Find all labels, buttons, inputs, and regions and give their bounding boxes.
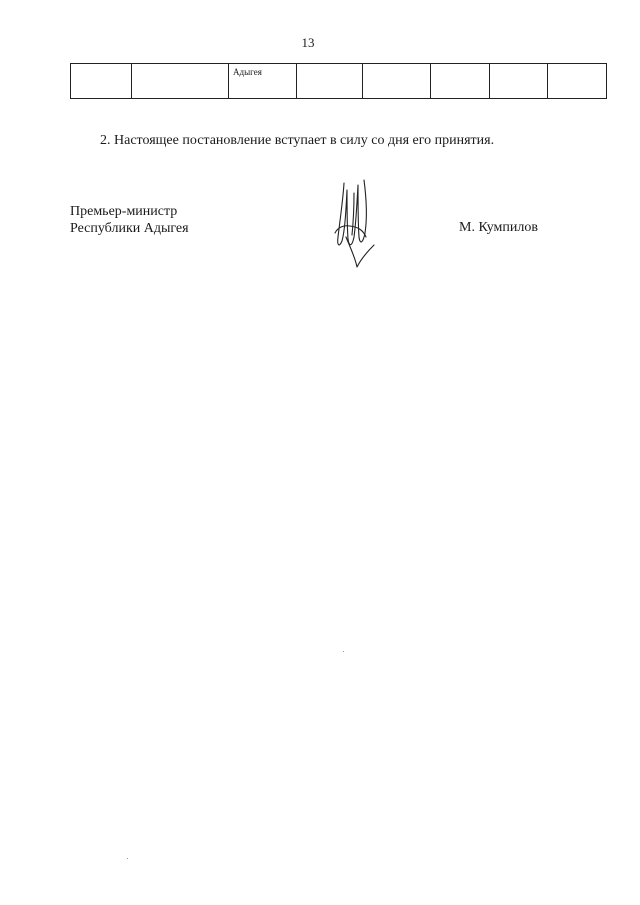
handwritten-signature (330, 175, 380, 275)
table-cell: Адыгея (229, 64, 297, 99)
table-cell (363, 64, 431, 99)
table-cell (431, 64, 490, 99)
scan-speck (343, 651, 344, 652)
scan-speck (127, 858, 128, 859)
signer-name: М. Кумпилов (459, 220, 538, 235)
signatory-title-line-2: Республики Адыгея (70, 221, 189, 236)
table-cell (132, 64, 229, 99)
table-cell (548, 64, 607, 99)
effective-date-paragraph: 2. Настоящее постановление вступает в силу со дня его принятия. (100, 133, 495, 148)
table-cell (490, 64, 548, 99)
table-row (71, 64, 607, 99)
table-cell (71, 64, 132, 99)
table-cell (297, 64, 363, 99)
page-number: 13 (301, 35, 315, 50)
signatory-title (70, 203, 189, 237)
signatory-title-line-1: Премьер-министр (70, 204, 178, 219)
table-fragment (70, 63, 607, 99)
